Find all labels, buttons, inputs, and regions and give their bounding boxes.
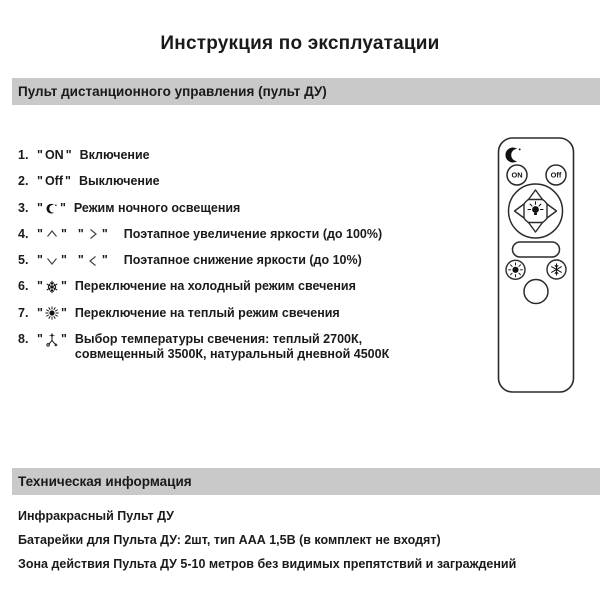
color-temp-icon bbox=[45, 333, 59, 347]
item-label: Поэтапное снижение яркости (до 10%) bbox=[123, 253, 362, 268]
tech-info bbox=[18, 508, 578, 580]
item-number: 1. bbox=[18, 148, 29, 162]
section-header-tech-label: Техническая информация bbox=[18, 474, 192, 489]
list-item: 4. " " " " Поэтапное увеличение яркости (до 100%) bbox=[18, 226, 383, 241]
color-temp-round-button bbox=[524, 280, 548, 304]
list-item bbox=[18, 174, 480, 200]
warm-sun-icon bbox=[45, 306, 59, 320]
item-label: Переключение на теплый режим свечения bbox=[74, 305, 340, 320]
snowflake-icon bbox=[45, 280, 59, 294]
moon-icon bbox=[45, 202, 58, 215]
list-item: 3. " " Режим ночного освещения bbox=[18, 200, 241, 215]
list-item: 8. " " Выбор температуры свечения: теплый 2700К, совмещенный 3500К, натуральный дневной 4500К bbox=[18, 332, 480, 362]
list-item: 6. " " Переключение на холодный режим свечения bbox=[18, 279, 356, 294]
list-item: 7. " " Переключение на теплый режим свечения bbox=[18, 305, 340, 320]
tech-line: Батарейки для Пульта ДУ: 2шт, тип ААА 1,5В (в комплект не входят) bbox=[18, 533, 441, 547]
item-label: Переключение на холодный режим свечения bbox=[74, 279, 356, 294]
item-number: 5. bbox=[18, 253, 29, 268]
svg-text:ON: ON bbox=[511, 170, 523, 180]
list-item: 5. " " " " Поэтапное снижение яркости (до 10%) bbox=[18, 253, 362, 268]
item-number: 7. bbox=[18, 305, 29, 320]
item-number: 6. bbox=[18, 279, 29, 294]
item-label: Выбор температуры свечения: теплый 2700К, совмещенный 3500К, натуральный дневной 4500К bbox=[74, 332, 390, 362]
off-button bbox=[546, 165, 566, 185]
on-button bbox=[507, 165, 527, 185]
tech-line: Зона действия Пульта ДУ 5-10 метров без видимых препятствий и заграждений bbox=[18, 557, 517, 571]
instruction-list bbox=[18, 148, 480, 362]
night-light-pill-button bbox=[513, 242, 560, 257]
on-button-token: " ON " bbox=[37, 148, 72, 162]
item-number: 4. bbox=[18, 226, 29, 241]
off-button-token: " Off " bbox=[37, 174, 71, 189]
remote-control-illustration bbox=[487, 134, 587, 396]
list-item bbox=[18, 148, 480, 174]
section-header-remote-label: Пульт дистанционного управления (пульт ДУ) bbox=[18, 84, 327, 99]
item-number: 2. bbox=[18, 174, 29, 189]
chevron-right-icon bbox=[86, 227, 100, 241]
section-header-remote bbox=[12, 78, 600, 105]
item-label: Поэтапное увеличение яркости (до 100%) bbox=[123, 226, 383, 241]
off-button-label: Off bbox=[44, 174, 63, 189]
chevron-left-icon bbox=[86, 254, 100, 268]
section-header-tech bbox=[12, 468, 600, 495]
cold-button bbox=[547, 260, 566, 279]
chevron-up-icon bbox=[45, 227, 59, 241]
svg-text:Off: Off bbox=[550, 170, 562, 180]
chevron-down-icon bbox=[45, 254, 59, 268]
item-label: Включение bbox=[79, 148, 150, 162]
item-number: 3. bbox=[18, 200, 29, 215]
item-label: Выключение bbox=[78, 174, 160, 189]
tech-line: Инфракрасный Пульт ДУ bbox=[18, 509, 174, 523]
item-number: 8. bbox=[18, 332, 29, 347]
warm-button bbox=[506, 260, 525, 279]
on-button-label: ON bbox=[44, 148, 64, 162]
page-title: Инструкция по эксплуатации bbox=[160, 33, 440, 54]
item-label: Режим ночного освещения bbox=[73, 200, 241, 215]
